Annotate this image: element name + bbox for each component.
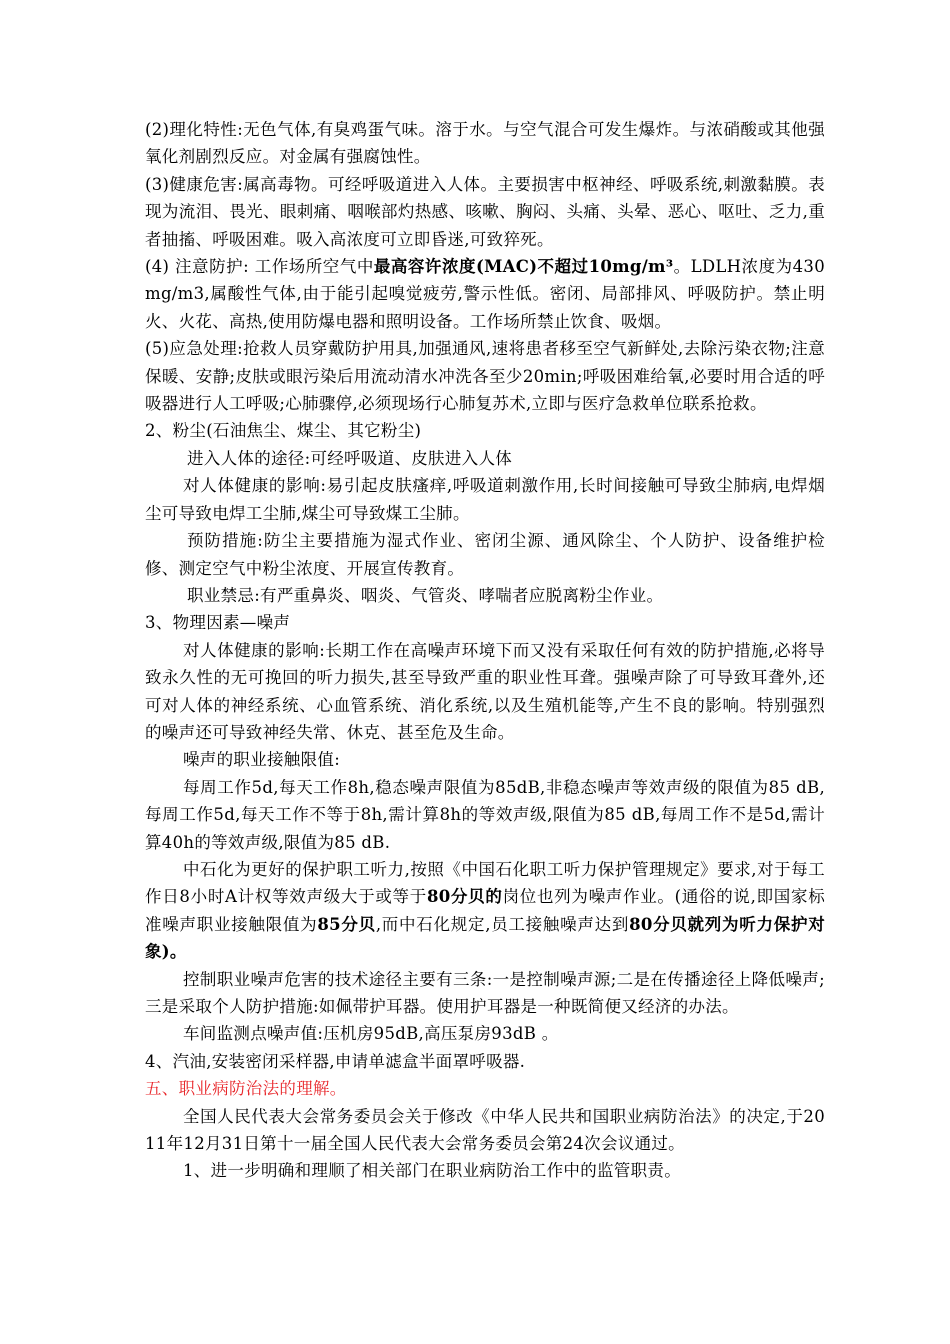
paragraph-protection	[145, 253, 825, 335]
paragraph-noise-health: 对人体健康的影响:长期工作在高噪声环境下而又没有采取任何有效的防护措施,必将导致永久性的无可挽回的听力损失,甚至导致严重的职业性耳聋。强噪声除了可导致耳聋外,还可对人体的神经系统、心血管系统、消化系统,以及生殖机能等,产生不良的影响。特别强烈的噪声还可导致神经失常、休克、甚至危及生命。	[145, 640, 825, 742]
paragraph-emergency: (5)应急处理:抢救人员穿戴防护用具,加强通风,速将患者移至空气新鲜处,去除污染衣物;注意保暖、安静;皮肤或眼污染后用流动清水冲洗各至少20min;呼吸困难给氧,必要时用合适的呼吸器进行人工呼吸;心肺骤停,必须现场行心肺复苏术,立即与医疗急救单位联系抢救。	[145, 339, 825, 414]
section-noise-heading: 3、物理因素—噪声	[145, 613, 291, 633]
sinopec-protection-bold: 80分贝就列为听力保护对象)。	[145, 914, 826, 962]
sinopec-80db-bold: 80分贝的	[426, 887, 503, 907]
sinopec-text-e: ,而中石化规定,员工接触噪声达到	[375, 914, 630, 934]
sinopec-text-a: 中石化为更好的保护职工听力,按照《中国石化职工听力保护管理规定》要求,对于每工作日8小时A计权等效声级大于或等于	[145, 859, 825, 907]
protection-mac-bold: 最高容许浓度(MAC)不超过10mg/m³	[373, 257, 674, 277]
document-body	[145, 116, 825, 1185]
paragraph-dust-contraindication: 职业禁忌:有严重鼻炎、咽炎、气管炎、哮喘者应脱离粉尘作业。	[187, 585, 664, 605]
paragraph-law-point-1: 1、进一步明确和理顺了相关部门在职业病防治工作中的监管职责。	[183, 1161, 681, 1181]
paragraph-law-decision: 全国人民代表大会常务委员会关于修改《中华人民共和国职业病防治法》的决定,于2011年12月31日第十一届全国人民代表大会常务委员会第24次会议通过。	[145, 1106, 825, 1154]
paragraph-dust-health: 对人体健康的影响:易引起皮肤瘙痒,呼吸道刺激作用,长时间接触可导致尘肺病,电焊烟尘可导致电焊工尘肺,煤尘可导致煤工尘肺。	[145, 476, 825, 523]
paragraph-dust-route: 进入人体的途径:可经呼吸道、皮肤进入人体	[187, 448, 513, 468]
section-gasoline: 4、汽油,安装密闭采样器,申请单滤盒半面罩呼吸器.	[145, 1051, 526, 1071]
sinopec-85db-bold: 85分贝	[317, 914, 376, 934]
paragraph-noise-limit-title: 噪声的职业接触限值:	[183, 750, 341, 770]
paragraph-monitoring-values: 车间监测点噪声值:压机房95dB,高压泵房93dB 。	[183, 1024, 559, 1044]
paragraph-physical-properties: (2)理化特性:无色气体,有臭鸡蛋气味。溶于水。与空气混合可发生爆炸。与浓硝酸或其他强氧化剂剧烈反应。对金属有强腐蚀性。	[145, 120, 825, 167]
protection-text-a: (4) 注意防护: 工作场所空气中	[145, 257, 374, 277]
section-dust-heading: 2、粉尘(石油焦尘、煤尘、其它粉尘)	[145, 421, 422, 441]
paragraph-noise-control: 控制职业噪声危害的技术途径主要有三条:一是控制噪声源;二是在传播途径上降低噪声;三是采取个人防护措施:如佩带护耳器。使用护耳器是一种既简便又经济的办法。	[145, 969, 825, 1016]
paragraph-health-hazard: (3)健康危害:属高毒物。可经呼吸道进入人体。主要损害中枢神经、呼吸系统,刺激黏膜。表现为流泪、畏光、眼刺痛、咽喉部灼热感、咳嗽、胸闷、头痛、头晕、恶心、呕吐、乏力,重者抽搐、呼吸困难。吸入高浓度可立即昏迷,可致猝死。	[145, 174, 825, 249]
paragraph-dust-prevention: 预防措施:防尘主要措施为湿式作业、密闭尘源、通风除尘、个人防护、设备维护检修、测定空气中粉尘浓度、开展宣传教育。	[145, 531, 825, 578]
protection-text-c: 。LDLH浓度为430mg/m3,属酸性气体,由于能引起嗅觉疲劳,警示性低。密闭、局部排风、呼吸防护。禁止明火、火花、高热,使用防爆电器和照明设备。工作场所禁止饮食、吸烟。	[145, 257, 825, 331]
section-five-heading: 五、职业病防治法的理解。	[145, 1079, 347, 1099]
paragraph-noise-limits: 每周工作5d,每天工作8h,稳态噪声限值为85dB,非稳态噪声等效声级的限值为85 dB,每周工作5d,每天工作不等于8h,需计算8h的等效声级,限值为85 dB,每周工作不是5d,需计算40h的等效声级,限值为85 dB.	[145, 777, 825, 852]
paragraph-sinopec-rule	[145, 856, 825, 966]
sinopec-text-c: 岗位也列为噪声作业。(通俗的说,即国家标准噪声职业接触限值为	[145, 887, 826, 934]
